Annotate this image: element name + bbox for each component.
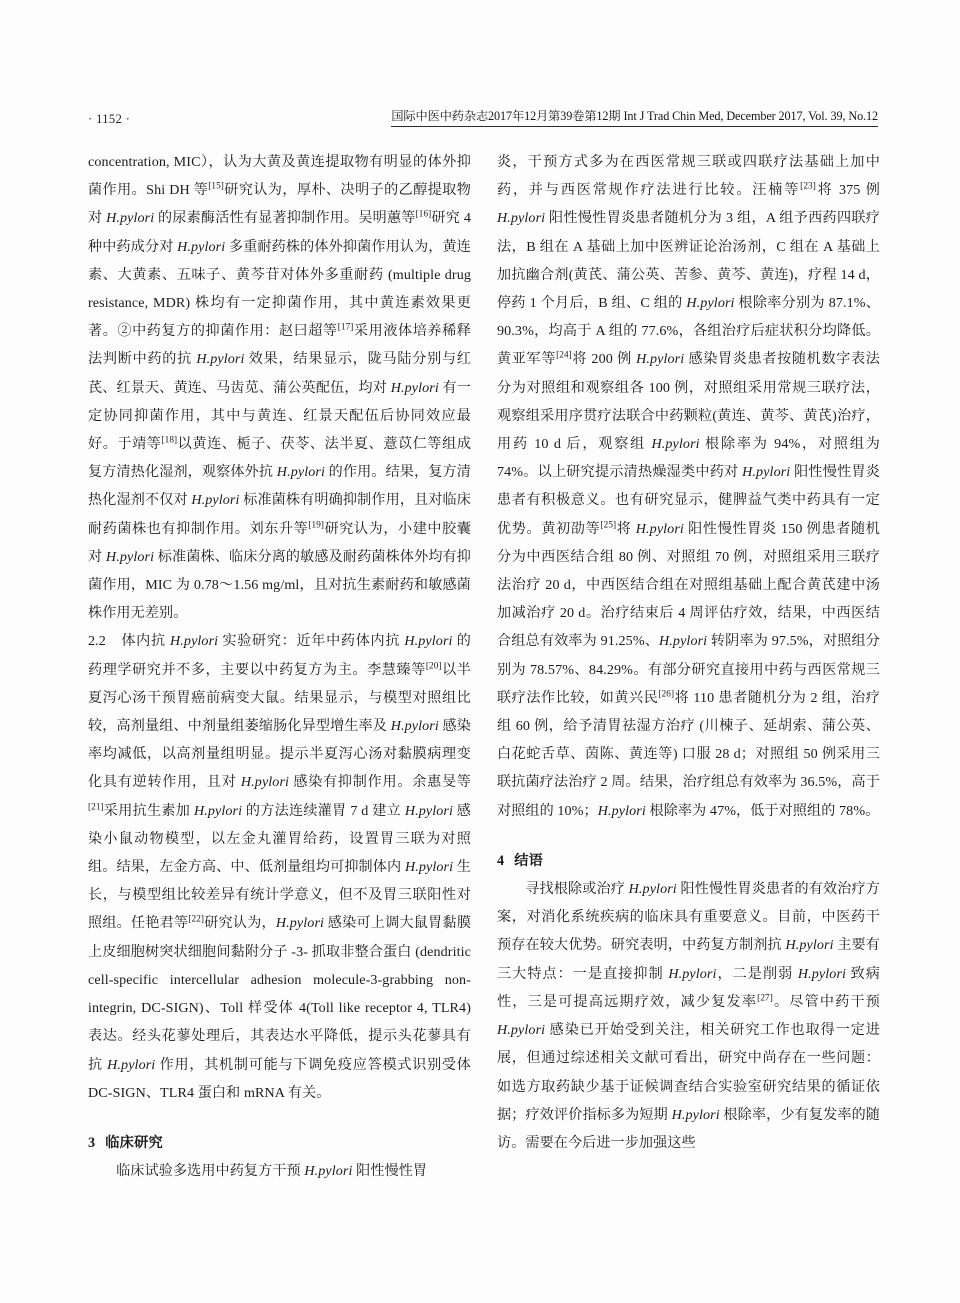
paragraph-clinical-continued: 炎，干预方式多为在西医常规三联或四联疗法基础上加中药，并与西医常规作疗法进行比较。汪楠等[23]将 375 例 H.pylori 阳性慢性胃炎患者随机分为 3 组，A 组予西药四联疗法，B 组在 A 基础上加中医辨证论治汤剂，C 组在 A 基础上加抗幽合剂(黄芪、蒲公英、苦参、黄芩、黄连)，疗程 14 d，停药 1 个月后，B 组、C 组的 H.pylori 根除率分别为 87.1%、90.3%，均高于 A 组的 77.6%，各组治疗后症状积分均降低。黄亚军等[24]将 200 例 H.pylori 感染胃炎患者按随机数字表法分为对照组和观察组各 100 例，对照组采用常规三联疗法，观察组采用序贯疗法联合中药颗粒(黄连、黄芩、黄芪)治疗，用药 10 d 后，观察组 H.pylori 根除率为 94%，对照组为 74%。以上研究提示清热燥湿类中药对 H.pylori 阳性慢性胃炎患者有积极意义。也有研究显示，健脾益气类中药具有一定优势。黄初劭等[25]将 H.pylori 阳性慢性胃炎 150 例患者随机分为中西医结合组 80 例、对照组 70 例，对照组采用三联疗法治疗 20 d，中西医结合组在对照组基础上配合黄芪建中汤加减治疗 20 d。治疗结束后 4 周评估疗效，结果，中西医结合组总有效率为 91.25%、H.pylori 转阴率为 97.5%，对照组分别为 78.57%、84.29%。有部分研究直接用中药与西医常规三联疗法作比较，如黄兴民[26]将 110 患者随机分为 2 组，治疗组 60 例，给予清胃祛湿方治疗 (川楝子、延胡索、蒲公英、白花蛇舌草、茵陈、黄连等) 口服 28 d；对照组 50 例采用三联抗菌疗法治疗 2 周。结果，治疗组总有效率为 36.5%，高于对照组的 10%；H.pylori 根除率为 47%，低于对照组的 78%。 bbox=[497, 154, 881, 819]
page-number: · 1152 · bbox=[88, 112, 131, 126]
section-title-4: 结语 bbox=[514, 852, 544, 869]
paragraph-section-4-body: 寻找根除或治疗 H.pylori 阳性慢性胃炎患者的有效治疗方案，对消化系统疾病的临床具有重要意义。目前，中医药干预存在较大优势。研究表明，中药复方制剂抗 H.pylori 主要有三大特点：一是直接抑制 H.pylori，二是削弱 H.pylori 致病性，三是可提高远期疗效，减少复发率[27]。尽管中药干预 H.pylori 感染已开始受到关注，相关研究工作也取得一定进展，但通过综述相关文献可看出，研究中尚存在一些问题：如选方取药缺少基于证候调查结合实验室研究结果的循证依据；疗效评价指标多为短期 H.pylori 根除率，少有复发率的随访。需要在今后进一步加强这些 bbox=[497, 881, 880, 1151]
paragraph-section-3-body: 临床试验多选用中药复方干预 H.pylori 阳性慢性胃 bbox=[116, 1163, 428, 1180]
running-head bbox=[88, 105, 878, 127]
right-column bbox=[497, 148, 880, 1218]
section-heading-4 bbox=[497, 847, 880, 875]
body-columns bbox=[88, 148, 880, 1218]
paragraph-in-vitro-continued: concentration, MIC），认为大黄及黄连提取物有明显的体外抑菌作用。Shi DH 等[15]研究认为，厚朴、决明子的乙醇提取物对 H.pylori 的尿素酶活性有显著抑制作用。吴明蕙等[16]研究 4 种中药成分对 H.pylori 多重耐药株的体外抑菌作用认为，黄连素、大黄素、五味子、黄芩苷对体外多重耐药 (multiple drug resistance, MDR) 株均有一定抑菌作用，其中黄连素效果更著。②中药复方的抑菌作用：赵曰超等[17]采用液体培养稀释法判断中药的抗 H.pylori 效果，结果显示，陇马陆分别与红芪、红景天、黄连、马齿苋、蒲公英配伍，均对 H.pylori 有一定协同抑菌作用，其中与黄连、红景天配伍后协同效应最好。于靖等[18]以黄连、栀子、茯苓、法半夏、薏苡仁等组成复方清热化湿剂，观察体外抗 H.pylori 的作用。结果，复方清热化湿剂不仅对 H.pylori 标准菌株有明确抑制作用，且对临床耐药菌株也有抑制作用。刘东升等[19]研究认为，小建中胶囊对 H.pylori 标准菌株、临床分离的敏感及耐药菌株体外均有抑菌作用，MIC 为 0.78～1.56 mg/ml，且对抗生素耐药和敏感菌株作用无差别。 bbox=[88, 154, 472, 622]
section-heading-3 bbox=[88, 1129, 471, 1157]
section-title-3: 临床研究 bbox=[105, 1134, 163, 1151]
journal-header: 国际中医中药杂志2017年12月第39卷第12期 Int J Trad Chin Med, December 2017, Vol. 39, No.12 bbox=[391, 107, 878, 127]
section-number-4: 4 bbox=[497, 852, 505, 869]
left-column bbox=[88, 148, 471, 1218]
paragraph-section-2-2: 2.2 体内抗 H.pylori 实验研究：近年中药体内抗 H.pylori 的药理学研究并不多，主要以中药复方为主。李慧臻等[20]以半夏泻心汤干预胃癌前病变大鼠。结果显示，与模型对照组比较，高剂量组、中剂量组萎缩肠化异型增生率及 H.pylori 感染率均减低，以高剂量组明显。提示半夏泻心汤对黏膜病理变化具有逆转作用，且对 H.pylori 感染有抑制作用。余惠旻等[21]采用抗生素加 H.pylori 的方法连续灌胃 7 d 建立 H.pylori 感染小鼠动物模型，以左金丸灌胃给药，设置胃三联为对照组。结果，左金方高、中、低剂量组均可抑制体内 H.pylori 生长，与模型组比较差异有统计学意义，但不及胃三联阳性对照组。任艳君等[22]研究认为，H.pylori 感染可上调大鼠胃黏膜上皮细胞树突状细胞间黏附分子 -3- 抓取非整合蛋白 (dendritic cell-specific intercellular adhesion molecule-3-grabbing non-integrin, DC-SIGN)、Toll 样受体 4(Toll like receptor 4, TLR4) 表达。经头花蓼处理后，其表达水平降低，提示头花蓼具有抗 H.pylori 作用，其机制可能与下调免疫应答模式识别受体 DC-SIGN、TLR4 蛋白和 mRNA 有关。 bbox=[88, 633, 472, 1101]
section-number-3: 3 bbox=[88, 1134, 96, 1151]
